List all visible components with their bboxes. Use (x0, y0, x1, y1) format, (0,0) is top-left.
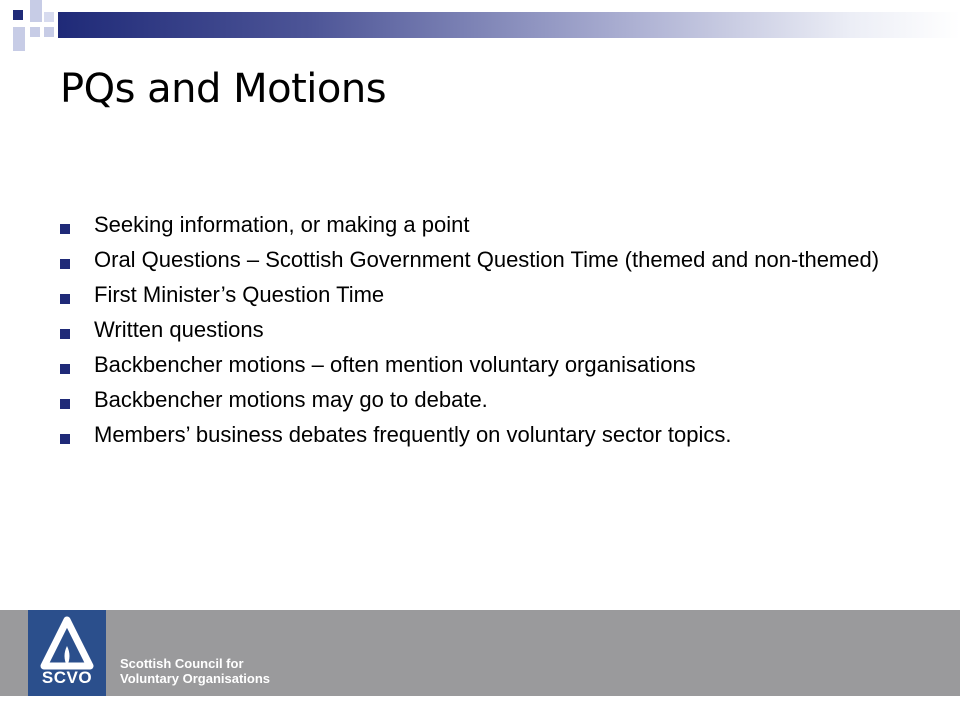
bullet-text: Written questions (94, 317, 264, 342)
decor-square (13, 10, 23, 20)
decor-square (30, 0, 42, 22)
bullet-square-icon (60, 224, 70, 234)
org-name-line1: Scottish Council for (120, 656, 244, 671)
bullet-list (60, 212, 910, 457)
scvo-logo (28, 610, 106, 696)
bullet-item (60, 247, 910, 273)
decor-square (30, 27, 40, 37)
decor-square (13, 27, 25, 51)
bullet-item (60, 387, 910, 413)
bullet-item (60, 317, 910, 343)
bullet-square-icon (60, 434, 70, 444)
bullet-text: Backbencher motions – often mention voluntary organisations (94, 352, 696, 377)
bullet-text: Oral Questions – Scottish Government Question Time (themed and non-themed) (94, 247, 880, 272)
organisation-name (120, 656, 270, 686)
footer-bar (0, 610, 960, 696)
logo-text: SCVO (41, 668, 93, 687)
decor-square (44, 12, 54, 22)
decor-square (44, 27, 54, 37)
bullet-text: Backbencher motions may go to debate. (94, 387, 488, 412)
org-name-line2: Voluntary Organisations (120, 671, 271, 686)
bullet-text: First Minister’s Question Time (94, 282, 385, 307)
bullet-item (60, 282, 910, 308)
scvo-triangle-icon (38, 616, 96, 674)
bullet-item (60, 212, 910, 238)
slide-title: PQs and Motions (60, 66, 387, 112)
bullet-square-icon (60, 329, 70, 339)
bullet-square-icon (60, 399, 70, 409)
bullet-square-icon (60, 294, 70, 304)
header-gradient-bar (58, 12, 960, 38)
bullet-item (60, 352, 910, 378)
bullet-square-icon (60, 259, 70, 269)
bullet-square-icon (60, 364, 70, 374)
bullet-item (60, 422, 910, 448)
bullet-text: Seeking information, or making a point (94, 212, 470, 237)
bullet-text: Members’ business debates frequently on voluntary sector topics. (94, 422, 732, 447)
